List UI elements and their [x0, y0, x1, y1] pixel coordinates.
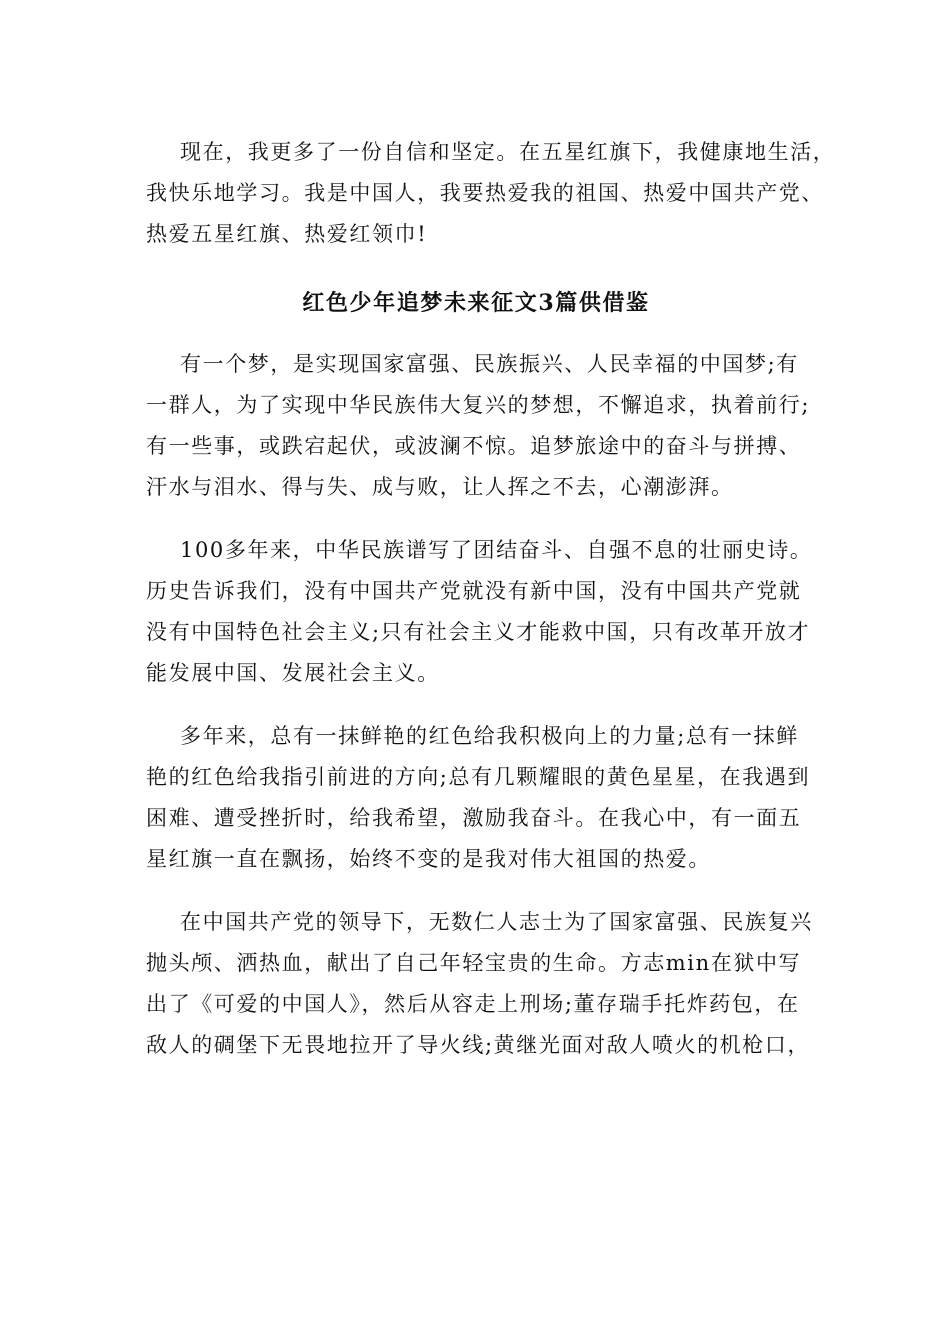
paragraph-line: 没有中国特色社会主义;只有社会主义才能救中国，只有改革开放才: [146, 620, 811, 644]
paragraph-1: [146, 344, 811, 508]
paragraph-line: 困难、遭受挫折时，给我希望，激励我奋斗。在我心中，有一面五: [146, 806, 802, 830]
paragraph-2: [146, 530, 813, 694]
paragraph-line: 100多年来，中华民族谱写了团结奋斗、自强不息的壮丽史诗。: [180, 538, 813, 562]
paragraph-line: 一群人，为了实现中华民族伟大复兴的梦想，不懈追求，执着前行;: [146, 393, 811, 417]
paragraph-spacer: [146, 880, 806, 902]
paragraph-line: 有一个梦，是实现国家富强、民族振兴、人民幸福的中国梦;有: [180, 352, 799, 376]
paragraph-4: [146, 902, 813, 1066]
intro-paragraph: [146, 132, 836, 255]
section-heading: 红色少年追梦未来征文3篇供借鉴: [302, 290, 650, 316]
paragraph-line: 出了《可爱的中国人》，然后从容走上刑场;董存瑞手托炸药包，在: [146, 992, 800, 1016]
paragraph-line: 有一些事，或跌宕起伏，或波澜不惊。追梦旅途中的奋斗与拼搏、: [146, 434, 802, 458]
paragraph-line: 多年来，总有一抹鲜艳的红色给我积极向上的力量;总有一抹鲜: [180, 724, 799, 748]
paragraph-spacer: [146, 508, 806, 530]
paragraph-line: 能发展中国、发展社会主义。: [146, 661, 440, 685]
paragraph-line: 在中国共产党的领导下，无数仁人志士为了国家富强、民族复兴: [180, 910, 813, 934]
paragraph-spacer: [146, 694, 806, 716]
paragraph-line: 热爱五星红旗、热爱红领巾!: [146, 222, 428, 246]
document-body: [146, 132, 836, 1066]
paragraph-line: 艳的红色给我指引前进的方向;总有几颗耀眼的黄色星星，在我遇到: [146, 765, 811, 789]
paragraph-line: 历史告诉我们，没有中国共产党就没有新中国，没有中国共产党就: [146, 579, 802, 603]
paragraph-3: [146, 716, 811, 880]
paragraph-line: 敌人的碉堡下无畏地拉开了导火线;黄继光面对敌人喷火的机枪口，: [146, 1033, 811, 1057]
paragraph-line: 汗水与泪水、得与失、成与败，让人挥之不去，心潮澎湃。: [146, 475, 734, 499]
paragraph-line: 抛头颅、洒热血，献出了自己年轻宝贵的生命。方志min在狱中写: [146, 951, 802, 975]
paragraph-line: 星红旗一直在飘扬，始终不变的是我对伟大祖国的热爱。: [146, 847, 711, 871]
paragraph-line: 现在，我更多了一份自信和坚定。在五星红旗下，我健康地生活，: [180, 140, 836, 164]
paragraph-line: 我快乐地学习。我是中国人，我要热爱我的祖国、热爱中国共产党、: [146, 181, 824, 205]
